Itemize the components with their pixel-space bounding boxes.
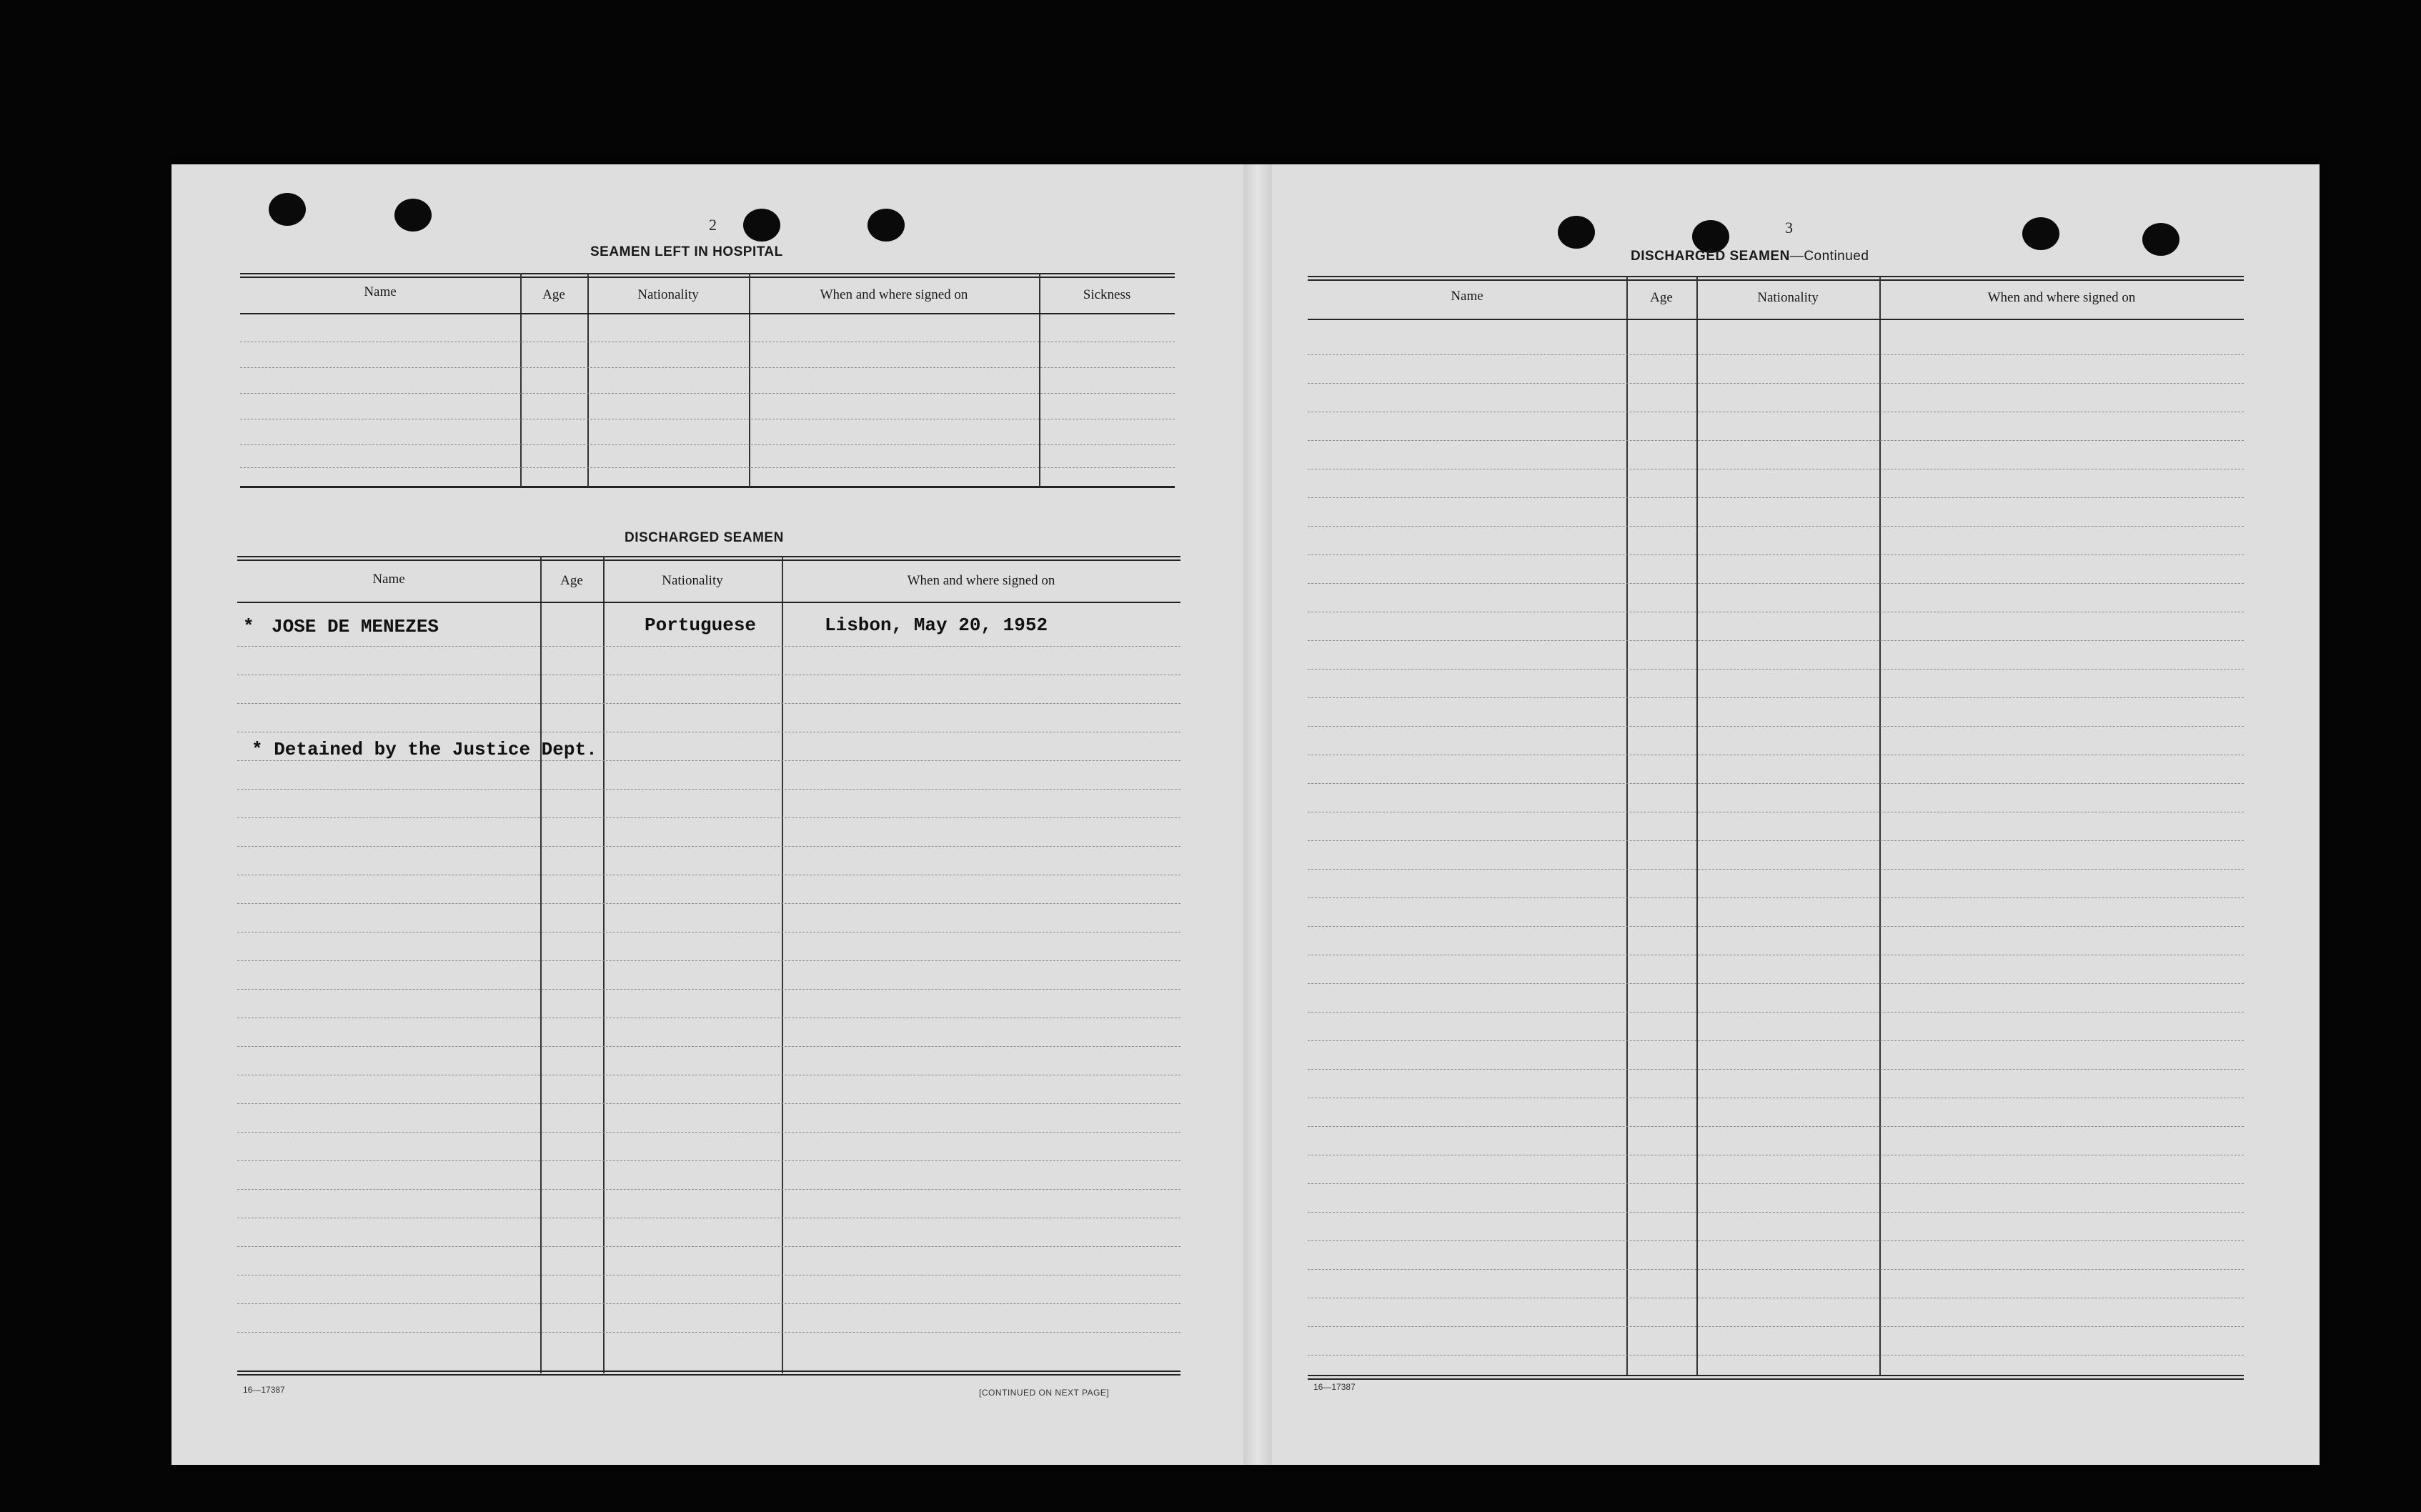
discharged-continued-title-main: DISCHARGED SEAMEN	[1631, 249, 1790, 264]
discharged-table	[237, 556, 1180, 1406]
continued-col-name: Name	[1451, 289, 1483, 304]
hospital-col-nationality: Nationality	[637, 287, 699, 302]
discharged-col-signed-on: When and where signed on	[907, 573, 1055, 588]
right-page	[1272, 164, 2320, 1465]
detention-note: * Detained by the Justice Dept.	[252, 739, 597, 760]
punch-hole-2	[394, 199, 432, 232]
continued-col-signed-on: When and where signed on	[1987, 290, 2136, 305]
punch-hole-4	[868, 209, 905, 242]
discharged-continued-title	[1631, 249, 1869, 264]
discharged-col-name: Name	[372, 572, 405, 587]
hospital-col-age: Age	[542, 287, 565, 302]
punch-hole-1	[269, 193, 306, 226]
hospital-col-sickness: Sickness	[1083, 287, 1131, 302]
page-gutter	[1243, 164, 1272, 1465]
continued-note: [CONTINUED ON NEXT PAGE]	[979, 1388, 1110, 1398]
page-number: 3	[1785, 219, 1793, 237]
entry-name: JOSE DE MENEZES	[272, 616, 439, 637]
continued-col-nationality: Nationality	[1757, 290, 1819, 305]
page-number: 2	[709, 216, 717, 234]
form-number: 16—17387	[243, 1385, 285, 1395]
continued-suffix: —Continued	[1789, 249, 1869, 264]
punch-hole-7	[2022, 217, 2059, 250]
discharged-section-title: DISCHARGED SEAMEN	[625, 530, 784, 545]
entry-signed-on: Lisbon, May 20, 1952	[825, 615, 1048, 636]
hospital-col-name: Name	[364, 284, 397, 299]
discharged-continued-table	[1308, 276, 2244, 1383]
discharged-col-nationality: Nationality	[662, 573, 723, 588]
discharged-col-age: Age	[560, 573, 583, 588]
punch-hole-3	[743, 209, 780, 242]
left-page	[171, 164, 1243, 1465]
entry-marker: *	[243, 616, 254, 637]
punch-hole-5	[1558, 216, 1595, 249]
form-number: 16—17387	[1313, 1382, 1356, 1392]
hospital-section-title: SEAMEN LEFT IN HOSPITAL	[590, 244, 783, 259]
entry-nationality: Portuguese	[645, 615, 757, 636]
hospital-col-signed-on: When and where signed on	[820, 287, 968, 302]
hospital-table	[240, 273, 1175, 506]
document-sheet	[171, 164, 2320, 1465]
punch-hole-8	[2142, 223, 2179, 256]
continued-col-age: Age	[1650, 290, 1673, 305]
